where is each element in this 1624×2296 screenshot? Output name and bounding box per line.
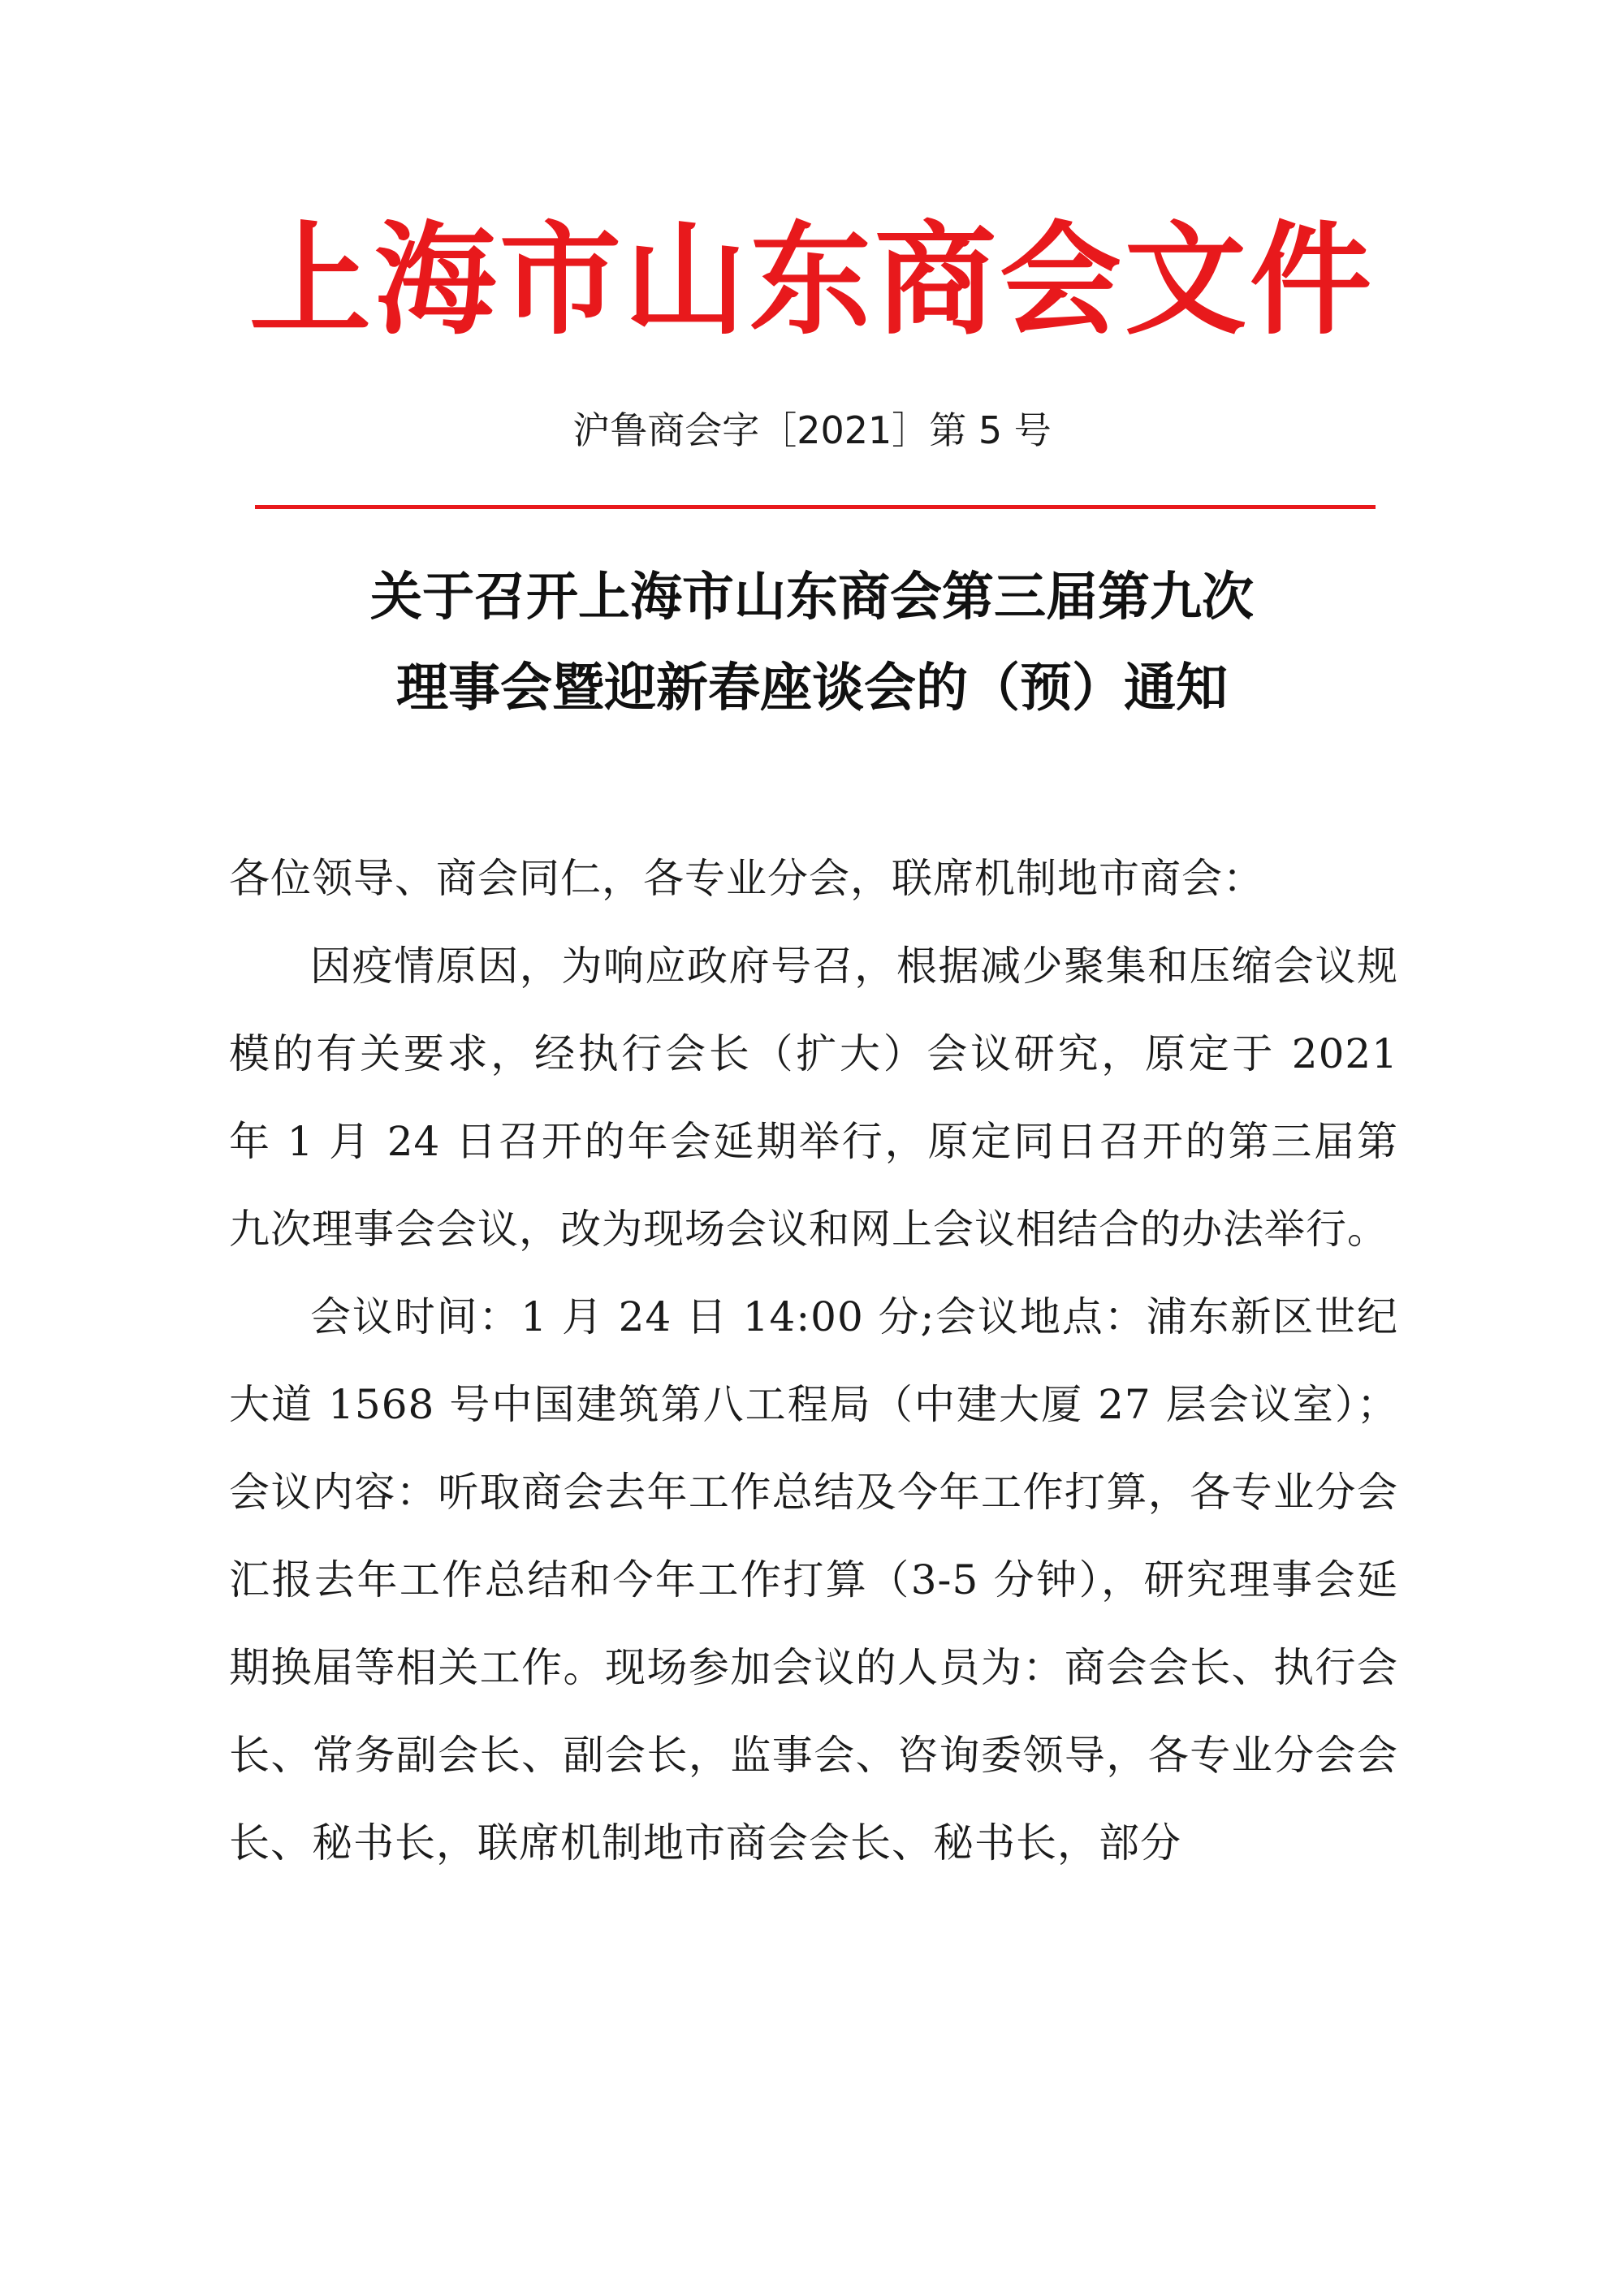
body-paragraph-1: 因疫情原因，为响应政府号召，根据减少聚集和压缩会议规模的有关要求，经执行会长（扩大）会议研究，原定于 2021 年 1 月 24 日召开的年会延期举行，原定同日召开的第三届第九次理事会会议，改为现场会议和网上会议相结合的办法举行。 bbox=[229, 943, 1398, 1253]
notice-title-line-1: 关于召开上海市山东商会第三届第九次 bbox=[370, 568, 1254, 628]
body-paragraph-2: 会议时间：1 月 24 日 14:00 分;会议地点：浦东新区世纪大道 1568 号中国建筑第八工程局（中建大厦 27 层会议室）；会议内容：听取商会去年工作总结及今年工作打算，各专业分会汇报去年工作总结和今年工作打算（3-5 分钟），研究理事会延期换届等相关工作。现场参加会议的人员为：商会会长、执行会长、常务副会长、副会长，监事会、咨询委领导，各专业分会会长、秘书长，联席机制地市商会会长、秘书长，部分 bbox=[229, 1293, 1398, 1867]
salutation: 各位领导、商会同仁，各专业分会，联席机制地市商会： bbox=[229, 855, 1264, 902]
document-number: 沪鲁商会字［2021］第 5 号 bbox=[572, 408, 1052, 452]
header-divider-line bbox=[255, 505, 1376, 509]
notice-title-line-2: 理事会暨迎新春座谈会的（预）通知 bbox=[396, 658, 1228, 719]
notice-body bbox=[229, 835, 1398, 1887]
document-header-title: 上海市山东商会文件 bbox=[248, 209, 1375, 352]
notice-title bbox=[0, 552, 1624, 734]
